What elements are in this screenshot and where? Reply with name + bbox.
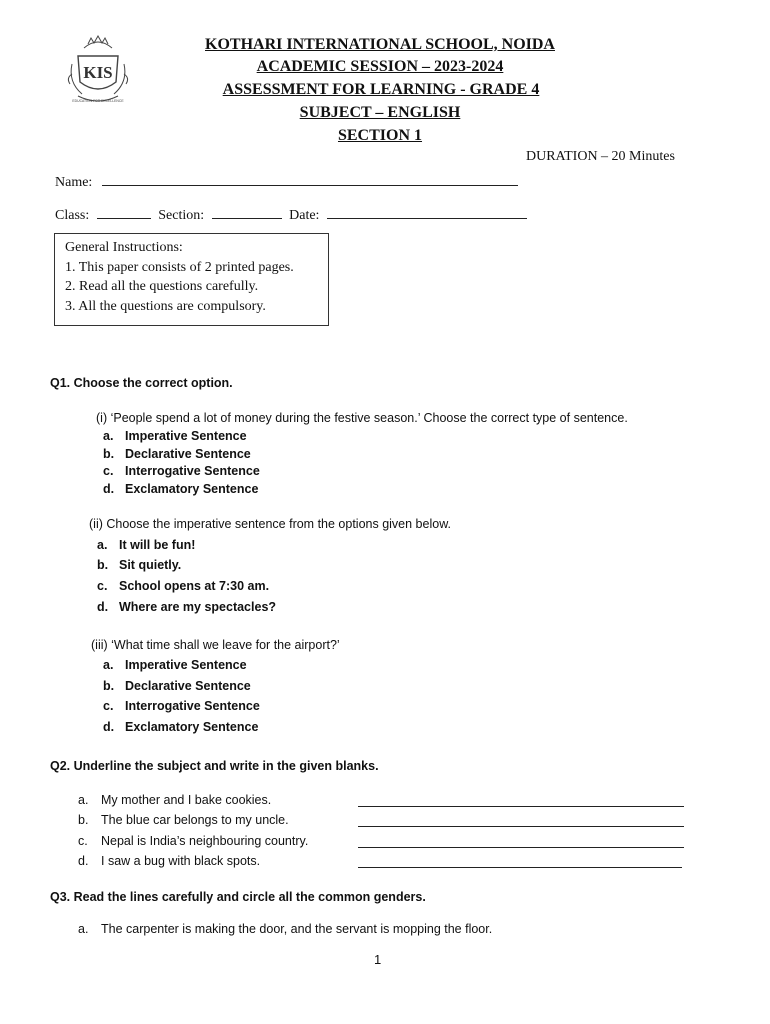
q1-iii-option-a[interactable]: a. Imperative Sentence <box>103 658 247 672</box>
q3-item-a: a. The carpenter is making the door, and the servant is mopping the floor. <box>78 922 493 936</box>
subject-title: SUBJECT – ENGLISH <box>299 104 461 121</box>
logo-monogram: KIS <box>83 63 113 82</box>
q1-part-iii-prompt: (iii) ‘What time shall we leave for the airport?’ <box>91 638 340 652</box>
q2-answer-blank-b[interactable] <box>358 826 684 827</box>
q1-i-option-b[interactable]: b. Declarative Sentence <box>103 447 251 461</box>
date-label: Date: <box>289 208 320 223</box>
q1-ii-option-a[interactable]: a. It will be fun! <box>97 538 196 552</box>
instructions-title: General Instructions: <box>65 240 183 255</box>
name-label: Name: <box>55 175 93 190</box>
q2-item-d: d. I saw a bug with black spots. <box>78 854 261 868</box>
school-crest-logo <box>64 34 132 106</box>
q1-part-ii-prompt: (ii) Choose the imperative sentence from the options given below. <box>89 517 451 531</box>
section-title: SECTION 1 <box>337 127 423 144</box>
assessment-title: ASSESSMENT FOR LEARNING - GRADE 4 <box>222 81 540 98</box>
q1-ii-option-b[interactable]: b. Sit quietly. <box>97 558 182 572</box>
q3-heading: Q3. Read the lines carefully and circle all the common genders. <box>50 890 426 904</box>
instruction-item: 3. All the questions are compulsory. <box>65 298 266 314</box>
class-label: Class: <box>55 208 90 223</box>
page-number: 1 <box>374 952 382 967</box>
q1-part-i-prompt: (i) ‘People spend a lot of money during the festive season.’ Choose the correct type of sentence. <box>96 411 628 425</box>
q1-iii-option-d[interactable]: d. Exclamatory Sentence <box>103 720 259 734</box>
duration-label: DURATION – 20 Minutes <box>526 149 675 164</box>
name-blank[interactable] <box>102 173 518 186</box>
q1-i-option-d[interactable]: d. Exclamatory Sentence <box>103 482 259 496</box>
general-instructions-box <box>54 233 329 326</box>
date-blank[interactable] <box>327 206 527 219</box>
q2-heading: Q2. Underline the subject and write in the given blanks. <box>50 759 379 773</box>
q1-ii-option-c[interactable]: c. School opens at 7:30 am. <box>97 579 270 593</box>
academic-session: ACADEMIC SESSION – 2023-2024 <box>256 58 504 75</box>
q1-ii-option-d[interactable]: d. Where are my spectacles? <box>97 600 277 614</box>
q2-item-b: b. The blue car belongs to my uncle. <box>78 813 289 827</box>
class-field-row <box>55 206 527 224</box>
q2-answer-blank-a[interactable] <box>358 806 684 807</box>
logo-motto: EDUCATION FOR EXCELLENCE <box>72 99 124 103</box>
instruction-item: 1. This paper consists of 2 printed pages. <box>65 259 294 275</box>
school-name: KOTHARI INTERNATIONAL SCHOOL, NOIDA <box>205 36 555 53</box>
q2-item-c: c. Nepal is India’s neighbouring country. <box>78 834 309 848</box>
q2-answer-blank-d[interactable] <box>358 867 682 868</box>
class-blank[interactable] <box>97 206 151 219</box>
instruction-item: 2. Read all the questions carefully. <box>65 279 259 294</box>
section-blank[interactable] <box>212 206 282 219</box>
section-label: Section: <box>158 208 205 223</box>
name-field-row <box>55 173 518 191</box>
q1-heading: Q1. Choose the correct option. <box>50 376 233 390</box>
q2-answer-blank-c[interactable] <box>358 847 684 848</box>
q1-i-option-a[interactable]: a. Imperative Sentence <box>103 429 247 443</box>
q1-iii-option-b[interactable]: b. Declarative Sentence <box>103 679 251 693</box>
q1-i-option-c[interactable]: c. Interrogative Sentence <box>103 464 260 478</box>
q2-item-a: a. My mother and I bake cookies. <box>78 793 272 807</box>
q1-iii-option-c[interactable]: c. Interrogative Sentence <box>103 699 260 713</box>
